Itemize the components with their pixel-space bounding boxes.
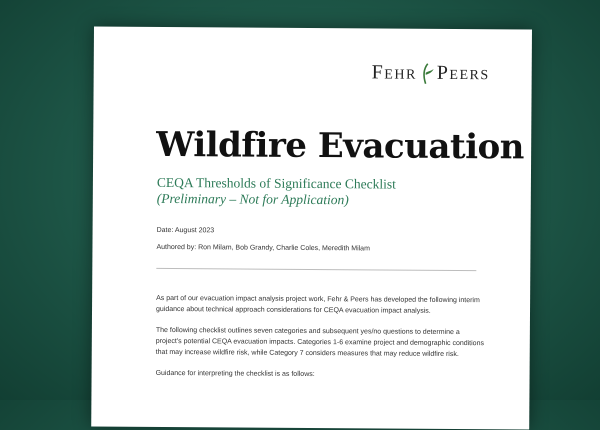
fehr-peers-logo: [372, 61, 490, 85]
leaf-icon: [419, 62, 435, 84]
paragraph-guidance: Guidance for interpreting the checklist is as follows:: [155, 369, 315, 379]
document-authors: Authored by: Ron Milam, Bob Grandy, Charlie Coles, Meredith Milam: [156, 243, 370, 253]
logo-text-fehr: Fehr: [371, 61, 417, 84]
document-title: Wildfire Evacuation: [156, 124, 525, 168]
divider: [156, 268, 476, 271]
paragraph-checklist: The following checklist outlines seven categories and subsequent yes/no questions to determine a project's potential CEQA evacuation impacts. Categories 1-6 examine project and demographic conditions that may increase wildfire risk, while Category 7 considers measures that may reduce wildfire risk.: [155, 326, 485, 359]
subtitle-line-2: (Preliminary – Not for Application): [156, 190, 349, 208]
logo-text-peers: Peers: [436, 61, 490, 85]
document-date: Date: August 2023: [156, 226, 215, 235]
document-body: [155, 293, 486, 391]
subtitle-line-1: CEQA Thresholds of Significance Checklist: [156, 174, 396, 192]
document-page: [91, 26, 532, 429]
document-subtitle: [157, 175, 396, 209]
paragraph-intro: As part of our evacuation impact analysis project work, Fehr & Peers has developed the following interim guidance about technical approach considerations for CEQA evacuation impact analysis.: [156, 294, 480, 315]
